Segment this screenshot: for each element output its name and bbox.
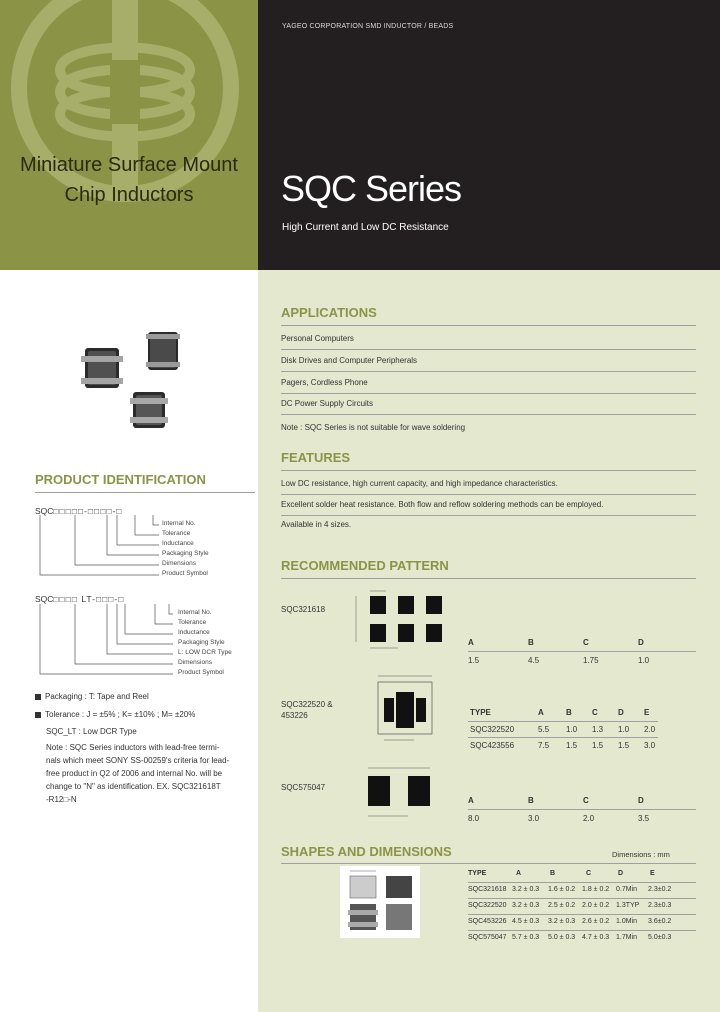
cell: 3.2 ± 0.3 <box>512 902 540 909</box>
divider <box>281 393 696 394</box>
cell: 2.0 ± 0.2 <box>582 902 610 909</box>
bullet-icon <box>35 712 41 718</box>
cell: 3.0 <box>528 814 540 823</box>
divider <box>468 809 696 810</box>
cell: 1.0Min <box>616 918 638 925</box>
code1-suffix: □□□□□-□□□□-□ <box>53 506 123 516</box>
cell: 2.6 ± 0.2 <box>582 918 610 925</box>
cell: 1.7Min <box>616 934 638 941</box>
col-header: B <box>550 870 556 877</box>
cell: SQC423556 <box>470 741 515 750</box>
divider <box>281 578 696 579</box>
col-header: B <box>528 796 534 805</box>
series-title: SQC Series <box>281 168 462 209</box>
pattern1-diagram <box>352 588 450 654</box>
divider <box>468 721 658 722</box>
recommended-title: RECOMMENDED PATTERN <box>281 558 449 573</box>
cell: 5.0 ± 0.3 <box>548 934 576 941</box>
note-line: -R12□-N <box>46 795 77 804</box>
pattern3-label: SQC575047 <box>281 783 326 792</box>
label1-dimensions: Dimensions <box>162 560 196 567</box>
shapes-unit: Dimensions : mm <box>612 850 670 859</box>
divider <box>281 863 696 864</box>
col-header: D <box>618 870 624 877</box>
shapes-title: SHAPES AND DIMENSIONS <box>281 844 452 859</box>
cell: 1.5 <box>592 741 604 750</box>
code2-prefix: SQC <box>35 594 54 604</box>
cell: 7.5 <box>538 741 550 750</box>
col-header: TYPE <box>470 708 491 717</box>
feature-item: Low DC resistance, high current capacity, and high impedance characteristics. <box>281 479 558 488</box>
feature-item: Available in 4 sizes. <box>281 520 352 529</box>
cell: 5.0±0.3 <box>648 934 672 941</box>
col-header: C <box>583 638 589 647</box>
divider <box>281 470 696 471</box>
cell: 8.0 <box>468 814 480 823</box>
cell: 3.6±0.2 <box>648 918 672 925</box>
label2-internal-no: Internal No. <box>178 609 212 616</box>
cell: SQC322520 <box>468 902 507 909</box>
col-header: B <box>528 638 534 647</box>
cell: 1.8 ± 0.2 <box>582 886 610 893</box>
label1-product-symbol: Product Symbol <box>162 570 208 577</box>
cell: 4.5 <box>528 656 540 665</box>
label1-inductance: Inductance <box>162 540 194 547</box>
packaging-text: Packaging : T: Tape and Reel <box>45 692 149 701</box>
cell: 5.5 <box>538 725 550 734</box>
app-item: DC Power Supply Circuits <box>281 399 374 408</box>
label2-tolerance: Tolerance <box>178 619 207 626</box>
pattern2-table <box>468 704 696 754</box>
pattern3-diagram <box>360 762 440 824</box>
label1-tolerance: Tolerance <box>162 530 191 537</box>
note-line: change to "N" as identification. EX. SQC321618T <box>46 782 221 791</box>
col-header: D <box>638 638 644 647</box>
cell: 2.0 <box>583 814 595 823</box>
divider <box>468 737 658 738</box>
features-title: FEATURES <box>281 450 351 465</box>
company-name: YAGEO CORPORATION SMD INDUCTOR / BEADS <box>282 23 454 30</box>
label2-low-dcr: L: LOW DCR Type <box>178 649 232 656</box>
divider <box>468 898 696 899</box>
label2-packaging: Packaging Style <box>178 639 225 646</box>
pattern2-diagram <box>370 670 440 748</box>
col-header: A <box>538 708 544 717</box>
col-header: TYPE <box>468 870 487 877</box>
cell: 2.3±0.2 <box>648 886 672 893</box>
cell: 2.5 ± 0.2 <box>548 902 576 909</box>
col-header: A <box>468 638 474 647</box>
product-id-title: PRODUCT IDENTIFICATION <box>35 472 206 487</box>
cell: 3.5 <box>638 814 650 823</box>
cell: 5.7 ± 0.3 <box>512 934 540 941</box>
feature-item: Excellent solder heat resistance. Both flow and reflow soldering methods can be employed. <box>281 500 604 509</box>
cell: 4.5 ± 0.3 <box>512 918 540 925</box>
col-header: E <box>644 708 650 717</box>
tagline-line2: Chip Inductors <box>64 184 194 206</box>
divider <box>281 349 696 350</box>
product-photo <box>55 320 215 440</box>
divider <box>468 930 696 931</box>
bullet-icon <box>35 694 41 700</box>
divider <box>281 515 696 516</box>
pattern1-label: SQC321618 <box>281 605 326 614</box>
code1-leader-lines <box>35 515 165 581</box>
divider <box>35 492 255 493</box>
inductor-logo-icon <box>0 0 258 270</box>
divider <box>468 914 696 915</box>
pattern3-table <box>468 790 696 826</box>
code1-prefix: SQC <box>35 506 54 516</box>
divider <box>281 414 696 415</box>
note-line: Note : SQC Series inductors with lead-free termi- <box>46 743 220 752</box>
cell: 1.5 <box>618 741 630 750</box>
app-item: Personal Computers <box>281 334 354 343</box>
label2-inductance: Inductance <box>178 629 210 636</box>
label1-internal-no: Internal No. <box>162 520 196 527</box>
cell: SQC453226 <box>468 918 507 925</box>
note-line: nals which meet SONY SS-00259's criteria for lead- <box>46 756 230 765</box>
cell: 1.6 ± 0.2 <box>548 886 576 893</box>
note-line: free product in Q2 of 2006 and internal No. will be <box>46 769 223 778</box>
cell: 2.3±0.3 <box>648 902 672 909</box>
cell: 3.0 <box>644 741 656 750</box>
col-header: C <box>583 796 589 805</box>
lt-type-note: SQC_LT : Low DCR Type <box>46 727 137 736</box>
cell: SQC575047 <box>468 934 507 941</box>
divider <box>281 325 696 326</box>
cell: 3.2 ± 0.3 <box>512 886 540 893</box>
cell: 1.0 <box>618 725 630 734</box>
col-header: E <box>650 870 655 877</box>
cell: 0.7Min <box>616 886 638 893</box>
series-subtitle: High Current and Low DC Resistance <box>282 222 449 233</box>
col-header: D <box>618 708 624 717</box>
col-header: D <box>638 796 644 805</box>
label1-packaging: Packaging Style <box>162 550 209 557</box>
cell: SQC321618 <box>468 886 507 893</box>
app-item: Pagers, Cordless Phone <box>281 378 368 387</box>
label2-product-symbol: Product Symbol <box>178 669 224 676</box>
pattern2-label-line1: SQC322520 & <box>281 700 333 709</box>
col-header: A <box>468 796 474 805</box>
cell: 1.5 <box>566 741 578 750</box>
label2-dimensions: Dimensions <box>178 659 212 666</box>
app-item: Disk Drives and Computer Peripherals <box>281 356 418 365</box>
app-note: Note : SQC Series is not suitable for wave soldering <box>281 423 466 432</box>
hero-left-panel <box>0 0 258 270</box>
cell: 1.75 <box>583 656 599 665</box>
col-header: A <box>516 870 522 877</box>
leadfree-note <box>46 741 256 806</box>
cell: 2.0 <box>644 725 656 734</box>
col-header: C <box>592 708 598 717</box>
code2 <box>35 594 124 604</box>
code2-leader-lines <box>35 604 180 680</box>
tagline-line1: Miniature Surface Mount <box>20 154 238 176</box>
divider <box>468 651 696 652</box>
tolerance-text: Tolerance : J = ±5% ; K= ±10% ; M= ±20% <box>45 710 196 719</box>
divider <box>468 882 696 883</box>
col-header: C <box>586 870 592 877</box>
cell: 3.2 ± 0.3 <box>548 918 576 925</box>
pattern2-label-line2: 453226 <box>281 711 308 720</box>
cell: 1.0 <box>566 725 578 734</box>
pattern1-table <box>468 632 696 668</box>
shapes-table <box>468 866 698 946</box>
cell: SQC322520 <box>470 725 515 734</box>
divider <box>281 494 696 495</box>
divider <box>281 371 696 372</box>
packaging-note <box>35 692 149 701</box>
cell: 4.7 ± 0.3 <box>582 934 610 941</box>
chip-dimension-diagram <box>340 866 420 938</box>
cell: 1.3 <box>592 725 604 734</box>
cell: 1.0 <box>638 656 650 665</box>
tolerance-note <box>35 710 195 719</box>
code2-suffix: □□□□ LT-□□□-□ <box>53 594 125 604</box>
cell: 1.5 <box>468 656 480 665</box>
cell: 1.3TYP <box>616 902 640 909</box>
applications-title: APPLICATIONS <box>281 305 377 320</box>
col-header: B <box>566 708 572 717</box>
